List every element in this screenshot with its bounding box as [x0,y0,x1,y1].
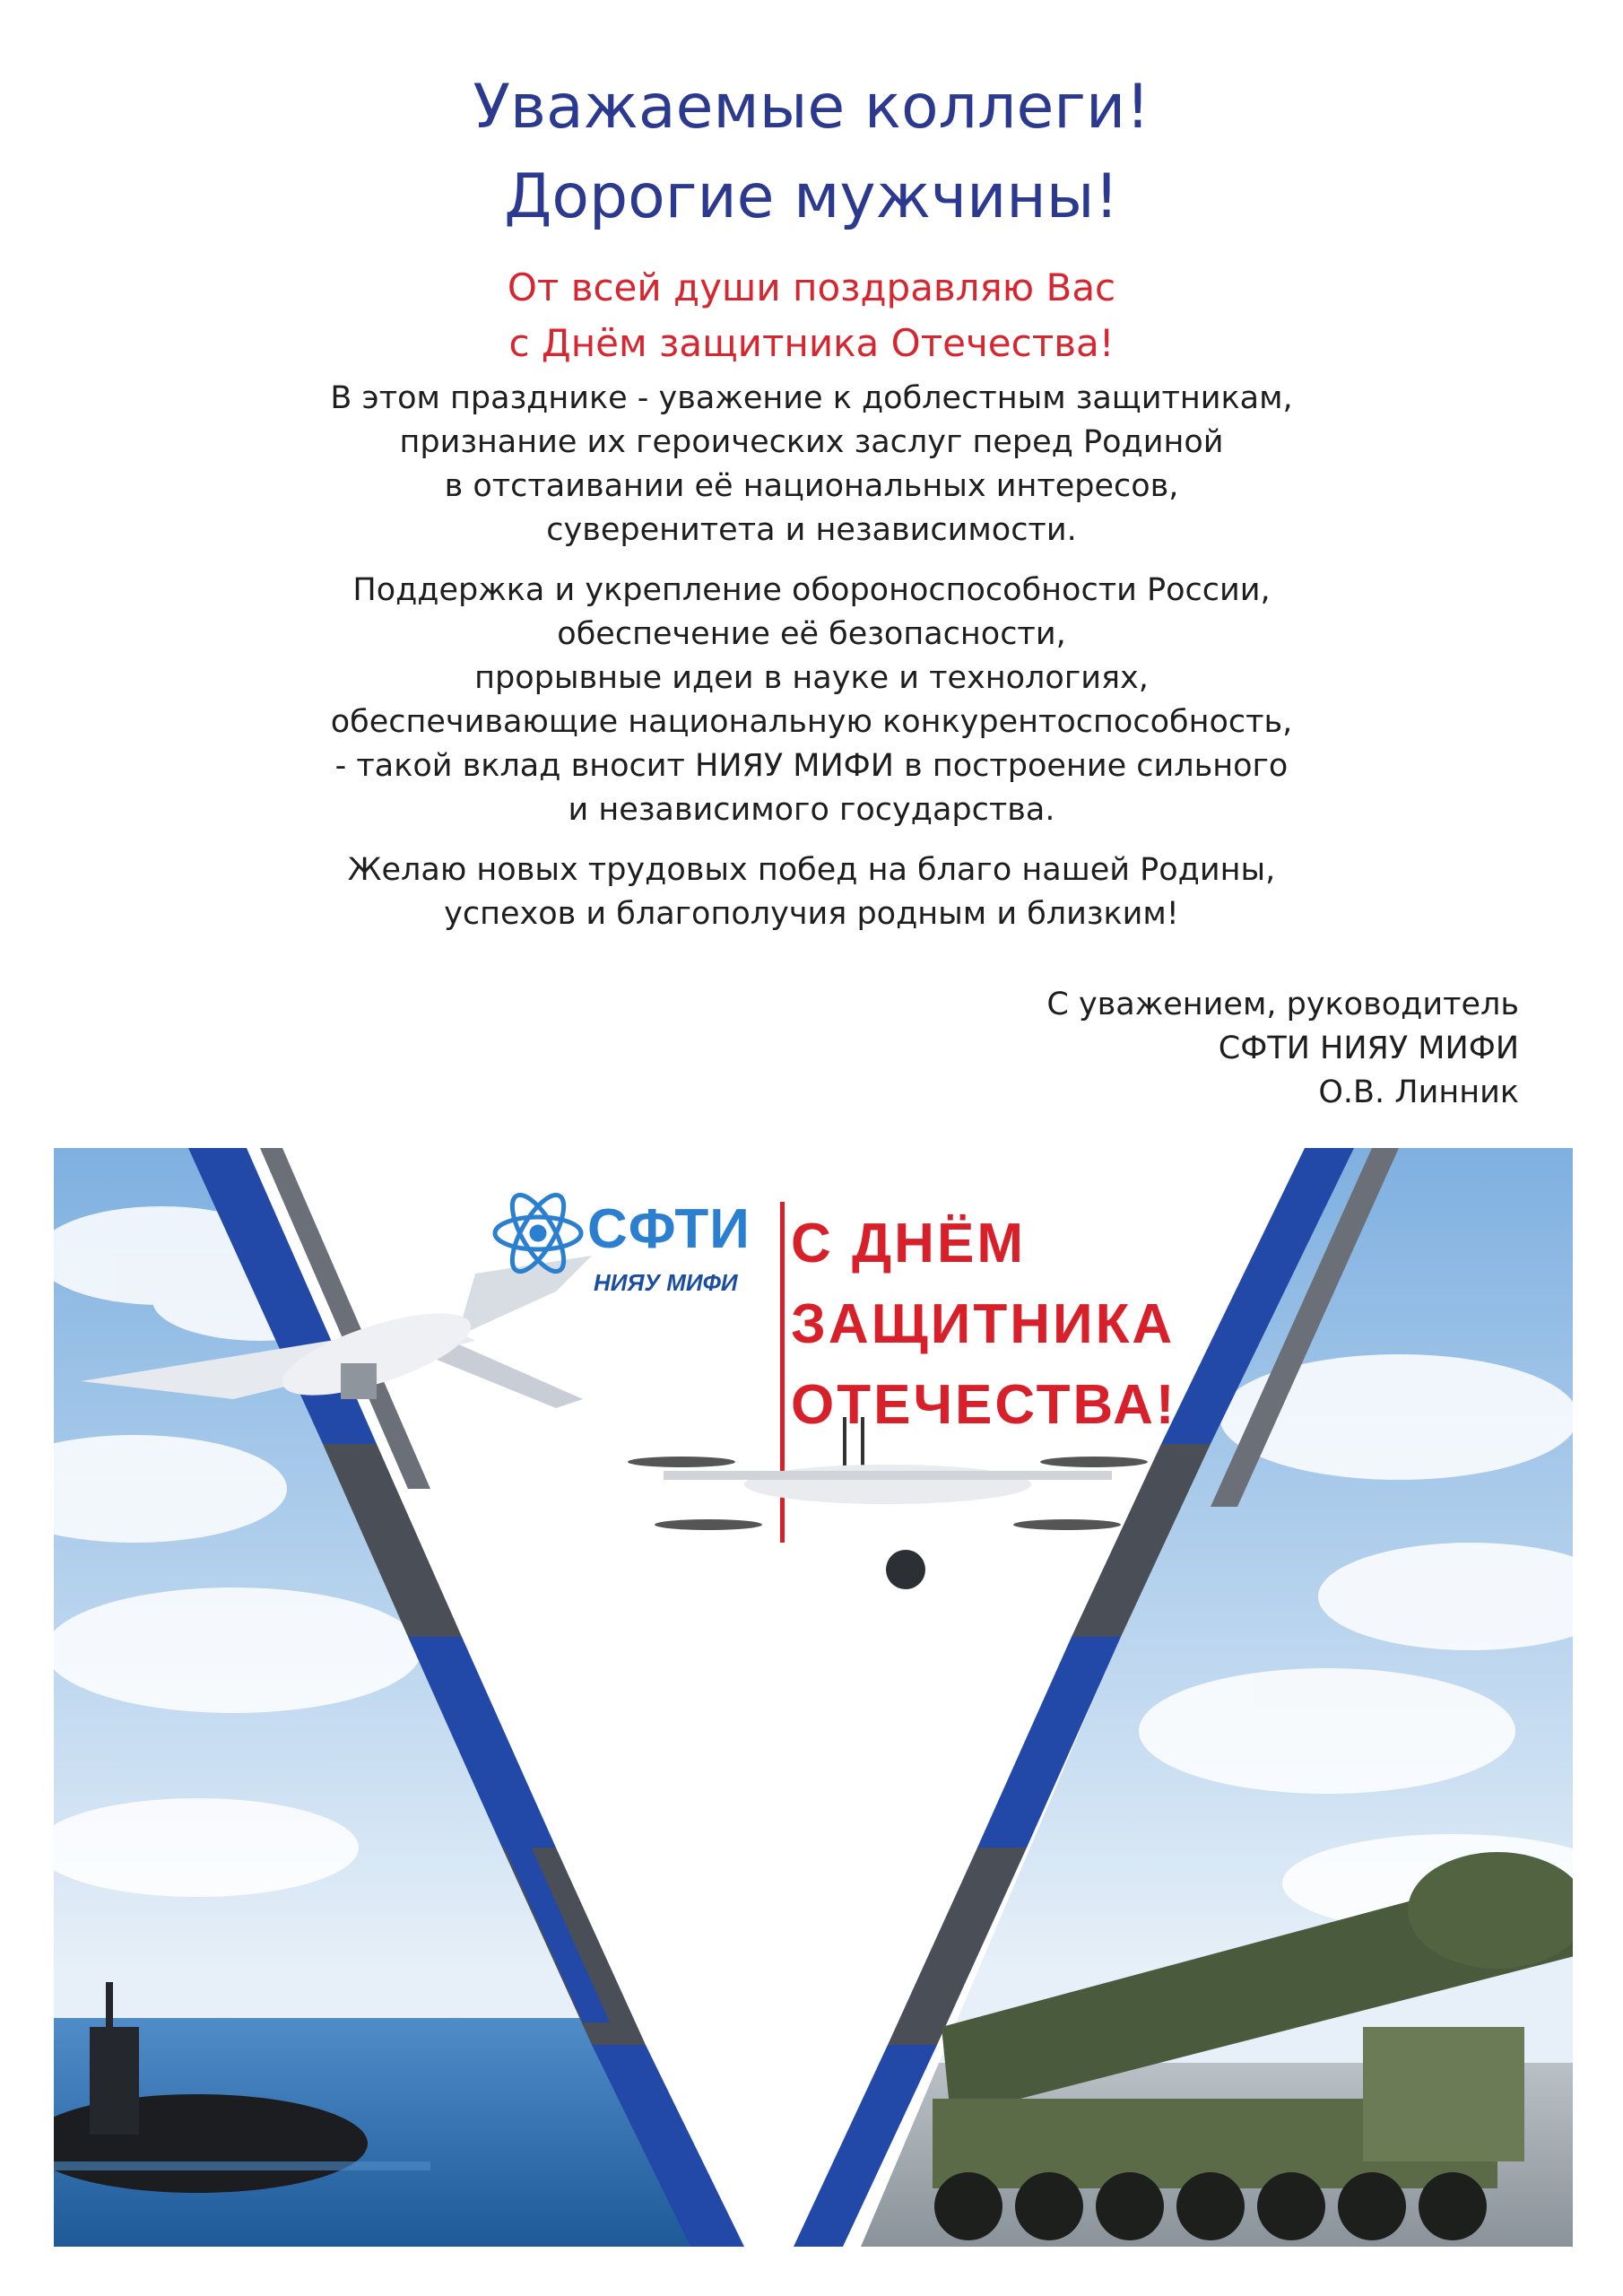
text-line: В этом празднике - уважение к доблестным защитникам, [330,380,1293,416]
banner-title-line-2: ЗАЩИТНИКА [791,1293,1176,1355]
text-line: признание их героических заслуг перед Родиной [399,424,1224,460]
letter-body [0,377,1623,952]
congrats-line-1: От всей души поздравляю Вас [507,265,1116,309]
text-line: в отстаивании её национальных интересов, [444,468,1179,504]
sfti-logo [493,1179,771,1314]
text-line: обеспечение её безопасности, [557,616,1066,652]
congrats-line-2: с Днём защитника Отечества! [508,321,1115,365]
text-line: и независимого государства. [568,792,1055,828]
text-line: прорывные идеи в науке и технологиях, [474,660,1149,696]
paragraph-contribution [0,569,1623,832]
signature-line-1: С уважением, руководитель [1046,987,1519,1022]
text-line: обеспечивающие национальную конкурентоспособность, [330,704,1293,740]
greeting-line-1: Уважаемые коллеги! [473,72,1150,143]
paragraph-wishes [0,848,1623,936]
greeting-heading [0,63,1623,242]
text-line: - такой вклад вносит НИЯУ МИФИ в построение сильного [334,748,1289,784]
banner-title-line-3: ОТЕЧЕСТВА! [791,1374,1177,1436]
text-line: суверенитета и независимости. [546,512,1077,548]
congratulation-text [0,260,1623,371]
signature-block [1046,983,1519,1115]
text-line: успехов и благополучия родным и близким! [444,896,1179,932]
greeting-line-2: Дорогие мужчины! [504,161,1119,232]
banner-title-line-1: С ДНЁМ [791,1213,1027,1274]
signature-line-2: СФТИ НИЯУ МИФИ [1218,1031,1519,1066]
logo-text: СФТИ [587,1198,751,1260]
signature-line-3: О.В. Линник [1318,1074,1519,1110]
logo-subtext: НИЯУ МИФИ [594,1269,738,1296]
text-line: Поддержка и укрепление обороноспособности России, [352,572,1271,608]
paragraph-tribute [0,377,1623,552]
text-line: Желаю новых трудовых побед на благо нашей Родины, [347,852,1276,888]
holiday-banner [54,1148,1573,2247]
banner-title [791,1204,1177,1446]
